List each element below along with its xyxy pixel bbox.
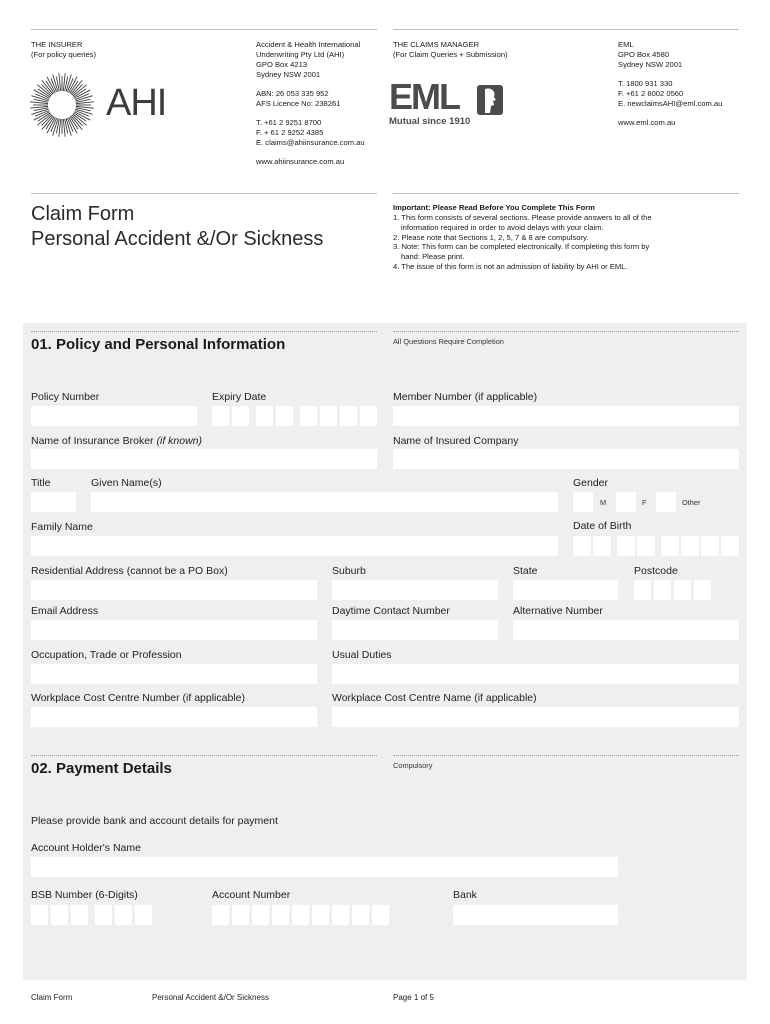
manager-website[interactable]: www.eml.com.au: [618, 118, 676, 127]
insurer-address-1: GPO Box 4213: [256, 60, 308, 69]
section-1-title: 01. Policy and Personal Information: [31, 336, 286, 353]
gender-f-label: F: [642, 498, 647, 507]
insurer-name-1: Accident & Health International: [256, 40, 361, 49]
expiry-date-digit-box[interactable]: [232, 406, 249, 426]
member-number-label: Member Number (if applicable): [393, 391, 538, 403]
postcode-label: Postcode: [634, 565, 678, 577]
dob-label: Date of Birth: [573, 520, 632, 532]
footer-form-type: Personal Accident &/Or Sickness: [152, 993, 269, 1002]
ahi-logo: [26, 72, 186, 138]
account-number-digit-box[interactable]: [212, 905, 229, 925]
header-rule-left: [31, 29, 377, 30]
insurer-subheading: (For policy queries): [31, 50, 96, 59]
daytime-contact-field[interactable]: [332, 620, 498, 640]
postcode-digit-box[interactable]: [634, 580, 651, 600]
eml-logo-text: EML: [389, 76, 459, 117]
insured-company-field[interactable]: [393, 449, 739, 469]
family-name-field[interactable]: [31, 536, 558, 556]
footer-form-name: Claim Form: [31, 993, 73, 1002]
account-number-digit-box[interactable]: [352, 905, 369, 925]
insurer-phone: T. +61 2 9251 8700: [256, 118, 322, 127]
email-label: Email Address: [31, 605, 99, 617]
title-label: Title: [31, 477, 51, 489]
insurer-name-2: Underwriting Pty Ltd (AHI): [256, 50, 345, 59]
bsb-digit-box[interactable]: [135, 905, 152, 925]
family-name-label: Family Name: [31, 521, 93, 533]
postcode-digit-box[interactable]: [694, 580, 711, 600]
cost-centre-name-field[interactable]: [332, 707, 739, 727]
important-item: 1. This form consists of several sections. Please provide answers to all of the: [393, 213, 652, 222]
section-2-rule-right: [393, 755, 739, 756]
important-item: 4. The issue of this form is not an admission of liability by AHI or EML.: [393, 262, 628, 271]
account-holder-field[interactable]: [31, 857, 618, 877]
section-2-note: Compulsory: [393, 761, 433, 770]
usual-duties-field[interactable]: [332, 664, 739, 684]
bsb-digit-box[interactable]: [71, 905, 88, 925]
bsb-digit-box[interactable]: [95, 905, 112, 925]
member-number-field[interactable]: [393, 406, 739, 426]
dob-digit-box[interactable]: [573, 536, 591, 556]
title-rule-left: [31, 193, 377, 194]
manager-address-2: Sydney NSW 2001: [618, 60, 683, 69]
dob-digit-box[interactable]: [661, 536, 679, 556]
footer-page-number: Page 1 of 5: [393, 993, 434, 1002]
postcode-digit-box[interactable]: [674, 580, 691, 600]
account-holder-label: Account Holder's Name: [31, 842, 141, 854]
gender-checkbox-f[interactable]: [616, 492, 636, 512]
manager-subheading: (For Claim Queries + Submission): [393, 50, 508, 59]
insurer-website[interactable]: www.ahiinsurance.com.au: [256, 157, 345, 166]
insurer-email[interactable]: E. claims@ahiinsurance.com.au: [256, 138, 365, 147]
state-label: State: [513, 565, 538, 577]
policy-number-label: Policy Number: [31, 391, 100, 403]
cost-centre-number-label: Workplace Cost Centre Number (if applicable): [31, 692, 245, 704]
expiry-date-digit-box[interactable]: [256, 406, 273, 426]
dob-digit-box[interactable]: [593, 536, 611, 556]
suburb-field[interactable]: [332, 580, 498, 600]
important-item: 2. Please note that Sections 1, 2, 5, 7 & 8 are compulsory.: [393, 233, 589, 242]
broker-name-field[interactable]: [31, 449, 377, 469]
gender-other-label: Other: [682, 498, 701, 507]
manager-name: EML: [618, 40, 634, 49]
bsb-digit-box[interactable]: [115, 905, 132, 925]
expiry-date-digit-box[interactable]: [300, 406, 317, 426]
bank-field[interactable]: [453, 905, 618, 925]
expiry-date-digit-box[interactable]: [276, 406, 293, 426]
insurer-address-2: Sydney NSW 2001: [256, 70, 321, 79]
dob-digit-box[interactable]: [637, 536, 655, 556]
usual-duties-label: Usual Duties: [332, 649, 392, 661]
title-field[interactable]: [31, 492, 76, 512]
insurer-fax: F. + 61 2 9252 4385: [256, 128, 324, 137]
manager-email[interactable]: E. newclaimsAHI@eml.com.au: [618, 99, 723, 108]
alternative-number-field[interactable]: [513, 620, 739, 640]
given-names-label: Given Name(s): [91, 477, 162, 489]
dob-digit-box[interactable]: [721, 536, 739, 556]
broker-label-qualifier: (if known): [156, 435, 202, 447]
manager-address-1: GPO Box 4580: [618, 50, 670, 59]
manager-phone: T. 1800 931 330: [618, 79, 673, 88]
payment-intro: Please provide bank and account details for payment: [31, 815, 278, 827]
ahi-sunburst-icon: [26, 72, 100, 138]
eml-tagline: Mutual since 1910: [389, 116, 471, 127]
header-rule-right: [393, 29, 739, 30]
section-1-rule-left: [31, 331, 377, 332]
account-number-digit-box[interactable]: [312, 905, 329, 925]
account-number-digit-box[interactable]: [372, 905, 389, 925]
bsb-label: BSB Number (6-Digits): [31, 889, 138, 901]
account-number-label: Account Number: [212, 889, 291, 901]
bank-label: Bank: [453, 889, 477, 901]
postcode-digit-box[interactable]: [654, 580, 671, 600]
state-field[interactable]: [513, 580, 618, 600]
eml-logo: [389, 76, 509, 128]
account-number-digit-box[interactable]: [332, 905, 349, 925]
insurer-abn: ABN: 26 053 335 952: [256, 89, 329, 98]
important-item: hand: Please print.: [401, 252, 465, 261]
account-number-digit-box[interactable]: [292, 905, 309, 925]
form-subtitle: Personal Accident &/Or Sickness: [31, 228, 324, 250]
account-number-digit-box[interactable]: [232, 905, 249, 925]
address-label: Residential Address (cannot be a PO Box): [31, 565, 228, 577]
eml-face-icon: [475, 83, 505, 117]
section-2-title: 02. Payment Details: [31, 760, 172, 777]
section-1-note: All Questions Require Completion: [393, 337, 504, 346]
dob-digit-box[interactable]: [681, 536, 699, 556]
important-item: 3. Note: This form can be completed electronically. If completing this form by: [393, 242, 650, 251]
important-item: information required in order to avoid delays with your claim.: [401, 223, 604, 232]
account-number-digit-box[interactable]: [272, 905, 289, 925]
given-names-field[interactable]: [91, 492, 558, 512]
policy-number-field[interactable]: [31, 406, 197, 426]
expiry-date-digit-box[interactable]: [340, 406, 357, 426]
form-title: Claim Form: [31, 203, 135, 225]
gender-m-label: M: [600, 498, 607, 507]
section-1-rule-right: [393, 331, 739, 332]
alternative-number-label: Alternative Number: [513, 605, 603, 617]
address-field[interactable]: [31, 580, 317, 600]
suburb-label: Suburb: [332, 565, 366, 577]
insured-company-label: Name of Insured Company: [393, 435, 519, 447]
cost-centre-number-field[interactable]: [31, 707, 317, 727]
email-field[interactable]: [31, 620, 317, 640]
gender-label: Gender: [573, 477, 609, 489]
insurer-afs: AFS Licence No: 238261: [256, 99, 341, 108]
account-number-digit-box[interactable]: [252, 905, 269, 925]
broker-label-text: Name of Insurance Broker: [31, 435, 157, 447]
dob-digit-box[interactable]: [617, 536, 635, 556]
occupation-field[interactable]: [31, 664, 317, 684]
daytime-contact-label: Daytime Contact Number: [332, 605, 450, 617]
broker-label: [31, 435, 202, 447]
section-2-rule-left: [31, 755, 377, 756]
bsb-digit-box[interactable]: [31, 905, 48, 925]
occupation-label: Occupation, Trade or Profession: [31, 649, 182, 661]
dob-digit-box[interactable]: [701, 536, 719, 556]
expiry-date-digit-box[interactable]: [320, 406, 337, 426]
gender-checkbox-other[interactable]: [656, 492, 676, 512]
cost-centre-name-label: Workplace Cost Centre Name (if applicable): [332, 692, 537, 704]
manager-heading: THE CLAIMS MANAGER: [393, 40, 480, 49]
important-heading: Important: Please Read Before You Complete This Form: [393, 203, 595, 212]
expiry-date-label: Expiry Date: [212, 391, 267, 403]
gender-checkbox-m[interactable]: [573, 492, 593, 512]
title-rule-right: [393, 193, 739, 194]
manager-fax: F. +61 2 8002 0560: [618, 89, 684, 98]
expiry-date-digit-box[interactable]: [360, 406, 377, 426]
bsb-digit-box[interactable]: [51, 905, 68, 925]
ahi-logo-text: AHI: [106, 82, 167, 124]
insurer-heading: THE INSURER: [31, 40, 83, 49]
expiry-date-digit-box[interactable]: [212, 406, 229, 426]
